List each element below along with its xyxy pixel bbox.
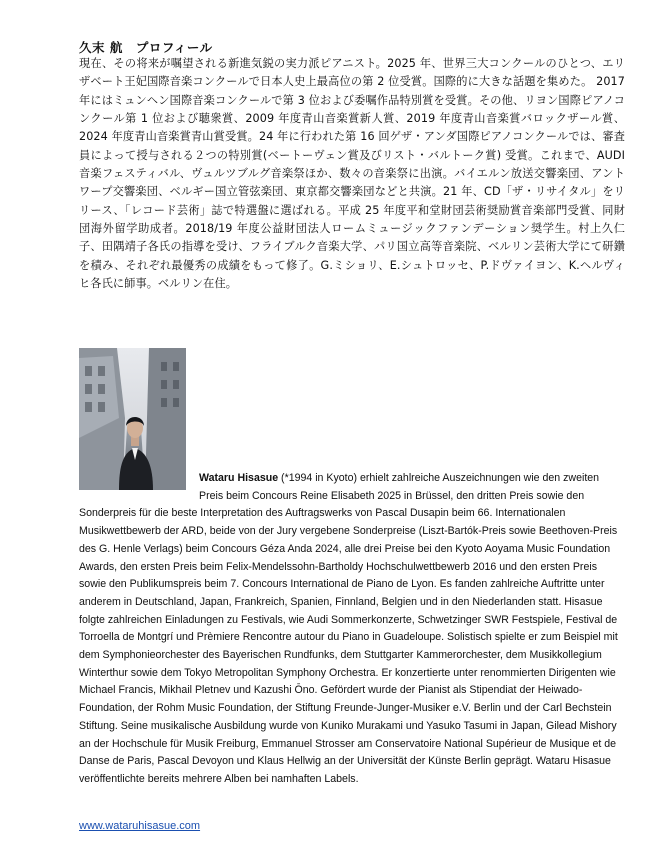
german-bio-text: (*1994 in Kyoto) erhielt zahlreiche Auszeichnungen wie den zweiten Preis beim Concours Reine Elisabeth 2025 in Brüssel, den dritten Preis sowie den Sonderpreis für die beste Interpretation des Auftragswerks von Pascal Dusapin beim 66. Internationalen Musikwettbewerb der ARD, beide von der Jury vergebene Sonderpreise (Liszt-Bartók-Preis sowie Beethoven-Preis des G. Henle Verlags) beim Concours Géza Anda 2024, alle drei Preise bei den Kyoto Aoyama Music Foundation Awards, den ersten Preis beim Felix-Mendelssohn-Bartholdy Hochschulwettbewerb 2016 und den ersten Preis sowie den Publikumspreis beim 7. Concours International de Piano de Lyon. Es fanden zahlreiche Auftritte unter anderem in Deutschland, Japan, Frankreich, Spanien, Finnland, Belgien und in den Niederlanden statt. Hisasue folgte zahlreichen Einladungen zu Festivals, wie Audi Sommerkonzerte, Schwetzinger SWR Festspiele, Festival de Torroella de Montgrí und Prèmiere Rencontre autour du Piano in Guadeloupe. Solistisch spielte er zum Beispiel mit dem Symphonieorchester des Bayerischen Rundfunks, dem Stuttgarter Kammerorchester, dem Musikkollegium Winterthur sowie dem Tokyo Metropolitan Symphony Orchestra. Er konzertierte unter renommierten Dirigenten wie Michael Francis, Mikhail Pletnev und Kazushi Ōno. Gefördert wurde der Pianist als Stipendiat der Heiwado-Foundation, der Rohm Music Foundation, der Stiftung Freunde-Junger-Musiker e.V. Berlin und der Carl Bechstein Stiftung. Seine musikalische Ausbildung wurde von Kuniko Murakami und Yasuko Tasumi in Japan, Gilead Mishory an der Hochschule für Musik Freiburg, Emmanuel Strosser am Conservatoire National Supérieur de Musique et de Danse de Paris, Pascal Devoyon und Klaus Hellwig an der Universität der Künste Berlin geprägt. Wataru Hisasue veröffentlichte bereits mehrere Alben bei namhaften Labels. xyxy=(79,472,618,785)
japanese-biography: 現在、その将来が嘱望される新進気鋭の実力派ピアニスト。2025 年、世界三大コンクールのひとつ、エリザベート王妃国際音楽コンクールで日本人史上最高位の第 2 位受賞。国際的に大きな話題を集めた。 2017 年にはミュンヘン国際音楽コンクールで第 3 位および委嘱作品特別賞を受賞。その他、リヨン国際ピアノコンクール第 1 位および聴衆賞、2009 年度青山音楽賞新人賞、2019 年度青山音楽賞バロックザール賞、2024 年度青山音楽賞青山賞受賞。24 年に行われた第 16 回ゲザ・アンダ国際ピアノコンクールでは、審査員によって授与される２つの特別賞(ベートーヴェン賞及びリスト・バルトーク賞) 受賞。これまで、AUDI 音楽フェスティバル、ヴュルツブルグ音楽祭ほか、数々の音楽祭に出演。バイエルン放送交響楽団、アントワープ交響楽団、ベルギー国立管弦楽団、東京都交響楽団などと共演。21 年、CD「ザ・リサイタル」をリリース、「レコード芸術」誌で特選盤に選ばれる。平成 25 年度平和堂財団芸術奨励賞音楽部門受賞、同財団海外留学助成者。2018/19 年度公益財団法人ロームミュージックファンデーション奨学生。村上久仁子、田隅靖子各氏の指導を受け、フライブルク音楽大学、パリ国立高等音楽院、ベルリン芸術大学にて研鑽を積み、それぞれ最優秀の成績をもって修了。G.ミショリ、E.シュトロッセ、P.ドヴァイヨン、K.ヘルヴィヒ各氏に師事。ベルリン在住。 xyxy=(79,57,625,291)
profile-title: 久末 航 プロフィール xyxy=(79,40,213,55)
street-portrait-image xyxy=(79,348,186,490)
pianist-name: Wataru Hisasue xyxy=(199,472,279,484)
pianist-photo xyxy=(79,348,186,490)
website-link[interactable]: www.wataruhisasue.com xyxy=(79,820,201,832)
photo-spacer xyxy=(79,470,199,489)
german-biography xyxy=(79,470,619,789)
